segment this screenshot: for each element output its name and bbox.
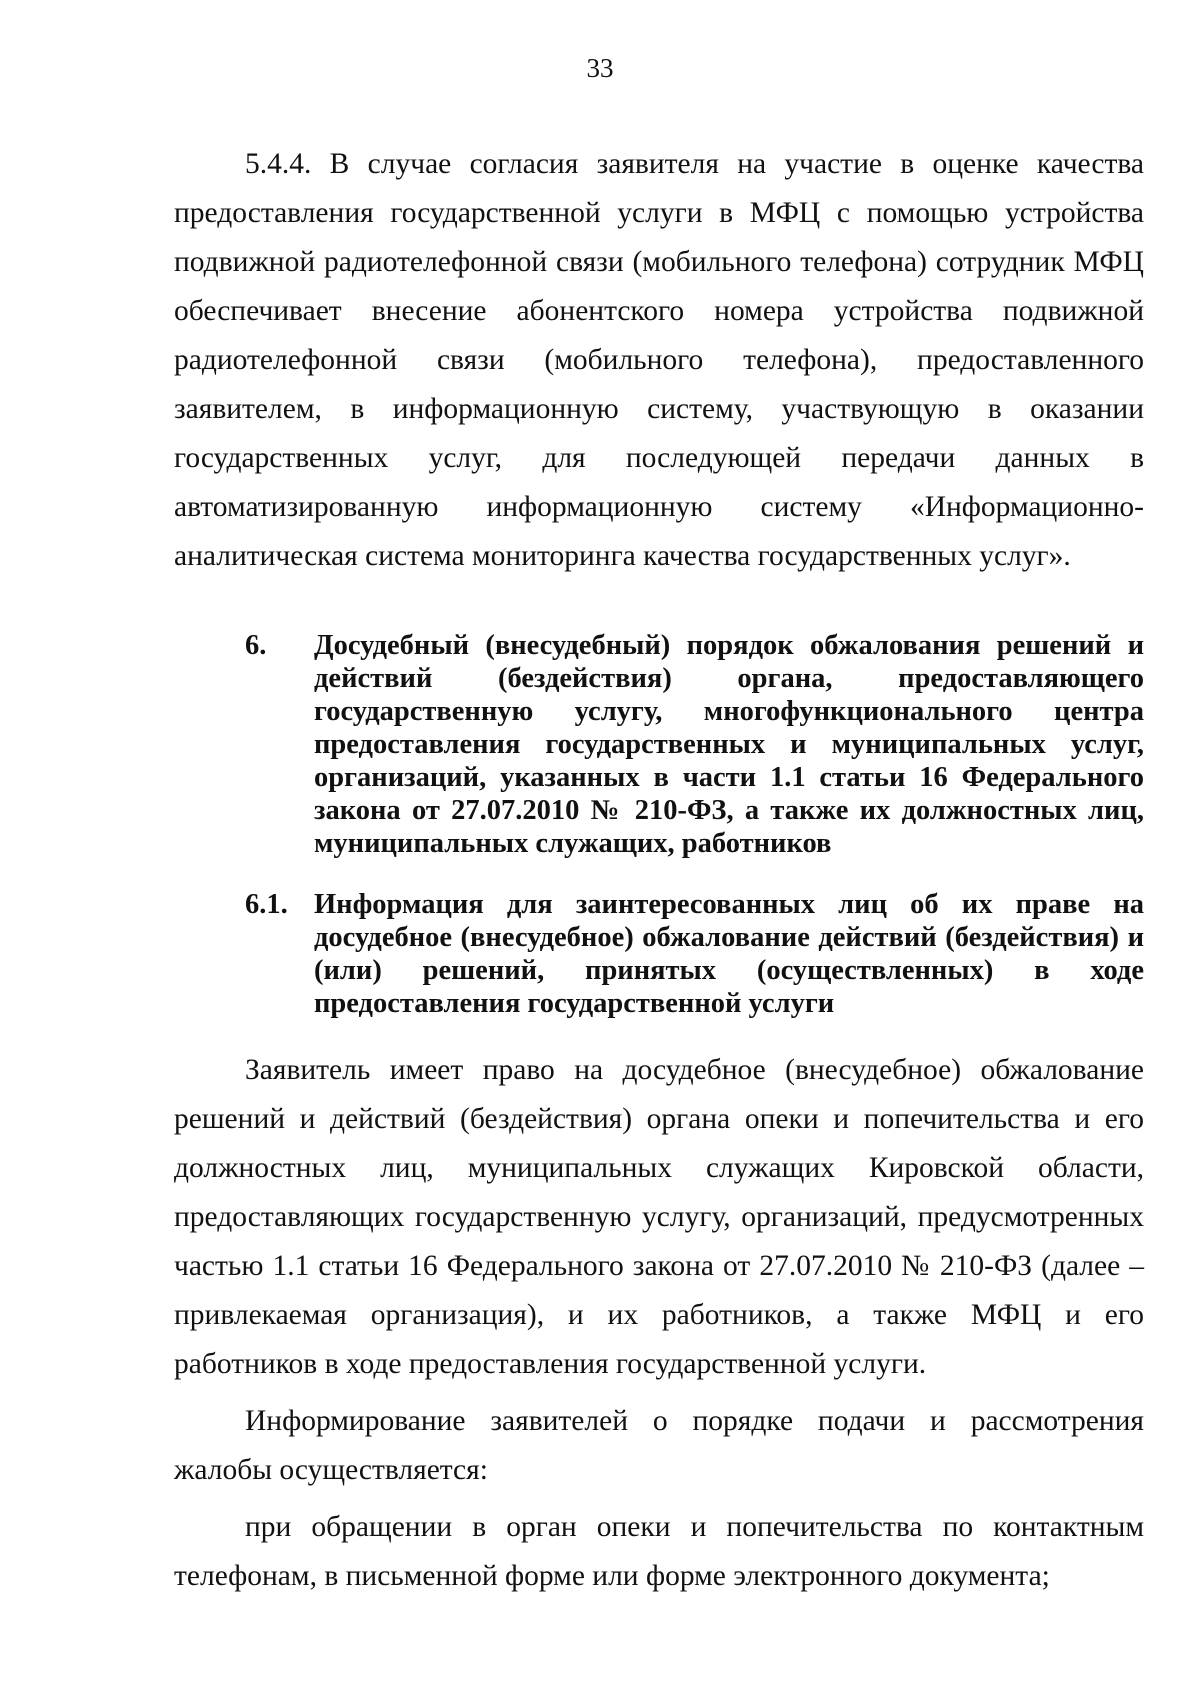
section-heading-6-1 (174, 888, 1144, 1020)
page-number: 33 (586, 53, 614, 83)
paragraph-informing: Информирование заявителей о порядке подачи и рассмотрения жалобы осуществляется: (174, 1405, 1144, 1486)
section-heading-6 (174, 629, 1144, 860)
section-number: 6. (245, 630, 267, 661)
document-body (174, 140, 1144, 1601)
section-title: Информация для заинтересованных лиц об их праве на досудебное (внесудебное) обжалование действий (бездействия) и (или) решений, принятых (осуществленных) в ходе предоставления государственной услуги (314, 889, 1144, 1019)
paragraph-5-4-4: 5.4.4. В случае согласия заявителя на участие в оценке качества предоставления государственной услуги в МФЦ с помощью устройства подвижной радиотелефонной связи (мобильного телефона) сотрудник МФЦ обеспечивает внесение абонентского номера устройства подвижной радиотелефонной связи (мобильного телефона), предоставленного заявителем, в информационную систему, участвующую в оказании государственных услуг, для последующей передачи данных в автоматизированную информационную систему «Информационно-аналитическая система мониторинга качества государственных услуг». (174, 148, 1144, 572)
section-title: Досудебный (внесудебный) порядок обжалования решений и действий (бездействия) органа, предоставляющего государственную услугу, многофункционального центра предоставления государственных и муниципальных услуг, организаций, указанных в части 1.1 статьи 16 Федерального закона от 27.07.2010 № 210-ФЗ, а также их должностных лиц, муниципальных служащих, работников (314, 630, 1144, 859)
paragraph-applicant-right: Заявитель имеет право на досудебное (внесудебное) обжалование решений и действий (бездействия) органа опеки и попечительства и его должностных лиц, муниципальных служащих Кировской области, предоставляющих государственную услугу, организаций, предусмотренных частью 1.1 статьи 16 Федерального закона от 27.07.2010 № 210-ФЗ (далее – привлекаемая организация), и их работников, а также МФЦ и его работников в ходе предоставления государственной услуги. (174, 1054, 1144, 1380)
section-number: 6.1. (245, 889, 288, 920)
paragraph-contact-methods: при обращении в орган опеки и попечительства по контактным телефонам, в письменной форме или форме электронного документа; (174, 1511, 1144, 1592)
